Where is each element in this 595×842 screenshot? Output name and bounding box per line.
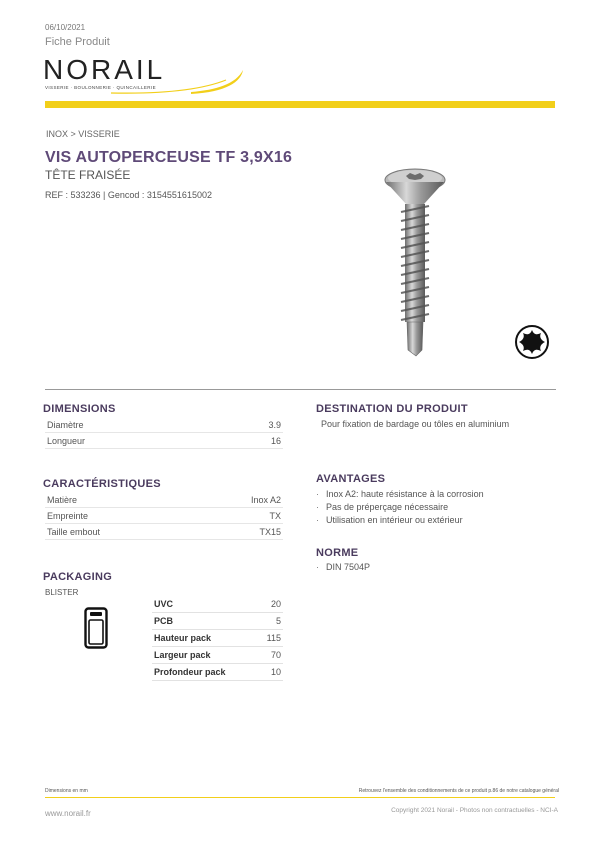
packaging-value: 115 bbox=[266, 633, 281, 643]
characteristic-value: Inox A2 bbox=[250, 494, 281, 505]
characteristic-value: TX bbox=[269, 510, 281, 521]
product-subtitle: TÊTE FRAISÉE bbox=[45, 168, 131, 182]
table-row bbox=[45, 417, 283, 433]
dimension-value: 16 bbox=[270, 435, 281, 446]
brand-wordmark: NORAIL bbox=[43, 54, 166, 85]
breadcrumb: INOX > VISSERIE bbox=[46, 129, 120, 139]
print-date: 06/10/2021 bbox=[45, 23, 86, 32]
footer-accent-line bbox=[45, 797, 555, 798]
characteristic-label: Matière bbox=[47, 494, 78, 505]
table-row bbox=[152, 664, 283, 681]
advantages-heading: AVANTAGES bbox=[316, 473, 386, 485]
dimension-value: 3.9 bbox=[268, 419, 281, 430]
table-row bbox=[45, 524, 283, 540]
torx-drive-icon bbox=[514, 324, 550, 360]
copyright-text: Copyright 2021 Norail - Photos non contractuelles - NCI-A bbox=[391, 807, 558, 814]
header-accent-line bbox=[45, 107, 555, 108]
characteristics-table bbox=[45, 492, 283, 540]
advantage-text: Inox A2: haute résistance à la corrosion bbox=[326, 489, 484, 499]
norm-heading: NORME bbox=[316, 547, 359, 559]
characteristic-label: Taille embout bbox=[47, 526, 101, 537]
packaging-label: Profondeur pack bbox=[154, 667, 226, 677]
product-image bbox=[370, 160, 460, 365]
table-row bbox=[45, 433, 283, 449]
characteristic-value: TX15 bbox=[259, 526, 281, 537]
blister-icon bbox=[84, 607, 108, 649]
destination-text: Pour fixation de bardage ou tôles en aluminium bbox=[321, 419, 510, 429]
table-row bbox=[152, 613, 283, 630]
table-row bbox=[152, 630, 283, 647]
table-row bbox=[152, 647, 283, 664]
packaging-value: 5 bbox=[275, 616, 281, 626]
table-row bbox=[45, 492, 283, 508]
dimension-label: Diamètre bbox=[47, 419, 84, 430]
destination-heading: DESTINATION DU PRODUIT bbox=[316, 403, 468, 415]
characteristics-heading: CARACTÉRISTIQUES bbox=[43, 478, 161, 490]
dimensions-table bbox=[45, 417, 283, 449]
advantage-text: Utilisation en intérieur ou extérieur bbox=[326, 515, 463, 525]
footer-units-note: Dimensions en mm bbox=[45, 788, 88, 794]
packaging-label: PCB bbox=[154, 616, 174, 626]
list-item: · Utilisation en intérieur ou extérieur bbox=[316, 515, 463, 525]
packaging-label: Hauteur pack bbox=[154, 633, 212, 643]
packaging-value: 70 bbox=[270, 650, 281, 660]
website-link[interactable]: www.norail.fr bbox=[45, 809, 91, 818]
advantages-list bbox=[316, 488, 484, 527]
norm-list bbox=[316, 561, 370, 574]
dimension-label: Longueur bbox=[47, 435, 86, 446]
dimensions-heading: DIMENSIONS bbox=[43, 403, 116, 415]
section-divider bbox=[45, 389, 556, 390]
table-row bbox=[152, 596, 283, 613]
brand-tagline: VISSERIE · BOULONNERIE · QUINCAILLERIE bbox=[45, 85, 156, 90]
norm-text: DIN 7504P bbox=[326, 562, 371, 572]
advantage-text: Pas de préperçage nécessaire bbox=[326, 502, 449, 512]
list-item: · DIN 7504P bbox=[316, 562, 371, 572]
packaging-value: 20 bbox=[270, 599, 281, 609]
document-type: Fiche Produit bbox=[45, 36, 110, 48]
list-item: · Pas de préperçage nécessaire bbox=[316, 502, 449, 512]
packaging-table bbox=[152, 596, 283, 681]
footer-catalog-note: Retrouvez l'ensemble des conditionnements de ce produit p.86 de notre catalogue général bbox=[358, 788, 559, 794]
product-reference: REF : 533236 | Gencod : 3154551615002 bbox=[45, 190, 212, 200]
packaging-label: UVC bbox=[154, 599, 174, 609]
table-row bbox=[45, 508, 283, 524]
product-title: VIS AUTOPERCEUSE TF 3,9X16 bbox=[45, 149, 293, 166]
packaging-heading: PACKAGING bbox=[43, 571, 113, 583]
packaging-value: 10 bbox=[270, 667, 281, 677]
packaging-type: BLISTER bbox=[45, 588, 79, 597]
characteristic-label: Empreinte bbox=[47, 510, 89, 521]
list-item: · Inox A2: haute résistance à la corrosion bbox=[316, 489, 484, 499]
packaging-label: Largeur pack bbox=[154, 650, 211, 660]
